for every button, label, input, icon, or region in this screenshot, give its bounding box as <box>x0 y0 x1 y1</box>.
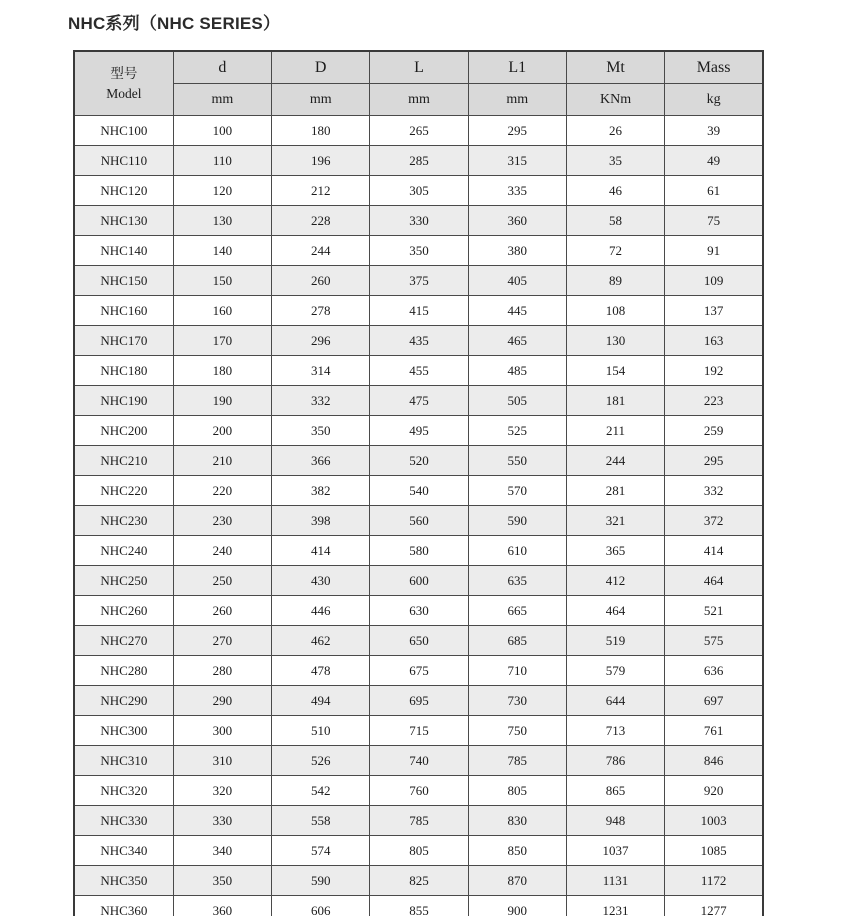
cell-Mass: 49 <box>665 146 763 176</box>
cell-Mt: 26 <box>566 116 664 146</box>
cell-L: 650 <box>370 626 468 656</box>
table-row <box>74 506 763 536</box>
cell-Mass: 223 <box>665 386 763 416</box>
cell-L1: 685 <box>468 626 566 656</box>
cell-d: 240 <box>173 536 271 566</box>
cell-Mass: 1172 <box>665 866 763 896</box>
cell-model: NHC240 <box>74 536 173 566</box>
cell-Mass: 163 <box>665 326 763 356</box>
cell-L1: 485 <box>468 356 566 386</box>
cell-D: 296 <box>272 326 370 356</box>
cell-Mt: 786 <box>566 746 664 776</box>
cell-D: 228 <box>272 206 370 236</box>
cell-L: 715 <box>370 716 468 746</box>
cell-Mass: 846 <box>665 746 763 776</box>
cell-D: 446 <box>272 596 370 626</box>
cell-L1: 610 <box>468 536 566 566</box>
cell-L1: 785 <box>468 746 566 776</box>
cell-L: 805 <box>370 836 468 866</box>
table-row <box>74 206 763 236</box>
cell-Mt: 519 <box>566 626 664 656</box>
cell-Mass: 761 <box>665 716 763 746</box>
cell-model: NHC280 <box>74 656 173 686</box>
cell-Mt: 1037 <box>566 836 664 866</box>
cell-L: 415 <box>370 296 468 326</box>
cell-model: NHC320 <box>74 776 173 806</box>
cell-d: 290 <box>173 686 271 716</box>
column-header-L: L <box>370 51 468 84</box>
cell-L1: 405 <box>468 266 566 296</box>
cell-model: NHC150 <box>74 266 173 296</box>
cell-D: 574 <box>272 836 370 866</box>
cell-model: NHC230 <box>74 506 173 536</box>
cell-Mass: 91 <box>665 236 763 266</box>
cell-d: 210 <box>173 446 271 476</box>
cell-D: 590 <box>272 866 370 896</box>
cell-D: 430 <box>272 566 370 596</box>
cell-Mass: 636 <box>665 656 763 686</box>
cell-Mass: 464 <box>665 566 763 596</box>
cell-model: NHC260 <box>74 596 173 626</box>
cell-Mt: 644 <box>566 686 664 716</box>
cell-Mass: 575 <box>665 626 763 656</box>
cell-D: 382 <box>272 476 370 506</box>
column-header-D: D <box>272 51 370 84</box>
table-header <box>74 51 763 116</box>
table-row <box>74 866 763 896</box>
table-row <box>74 896 763 916</box>
cell-model: NHC360 <box>74 896 173 916</box>
cell-Mass: 1277 <box>665 896 763 916</box>
cell-L: 495 <box>370 416 468 446</box>
cell-Mass: 372 <box>665 506 763 536</box>
cell-Mt: 281 <box>566 476 664 506</box>
cell-d: 110 <box>173 146 271 176</box>
cell-Mt: 46 <box>566 176 664 206</box>
table-row <box>74 356 763 386</box>
cell-D: 510 <box>272 716 370 746</box>
table-row <box>74 116 763 146</box>
cell-L1: 335 <box>468 176 566 206</box>
cell-D: 366 <box>272 446 370 476</box>
cell-model: NHC270 <box>74 626 173 656</box>
cell-L: 825 <box>370 866 468 896</box>
cell-Mt: 244 <box>566 446 664 476</box>
cell-L1: 315 <box>468 146 566 176</box>
cell-model: NHC200 <box>74 416 173 446</box>
cell-L1: 445 <box>468 296 566 326</box>
cell-Mt: 72 <box>566 236 664 266</box>
table-row <box>74 596 763 626</box>
cell-L: 855 <box>370 896 468 916</box>
column-header-model <box>74 51 173 116</box>
cell-L: 695 <box>370 686 468 716</box>
cell-model: NHC190 <box>74 386 173 416</box>
cell-Mass: 1085 <box>665 836 763 866</box>
cell-Mass: 332 <box>665 476 763 506</box>
table-row <box>74 716 763 746</box>
table-row <box>74 746 763 776</box>
cell-L1: 525 <box>468 416 566 446</box>
cell-d: 100 <box>173 116 271 146</box>
cell-L1: 360 <box>468 206 566 236</box>
cell-d: 220 <box>173 476 271 506</box>
cell-L1: 590 <box>468 506 566 536</box>
cell-d: 330 <box>173 806 271 836</box>
cell-d: 150 <box>173 266 271 296</box>
cell-model: NHC330 <box>74 806 173 836</box>
cell-d: 160 <box>173 296 271 326</box>
column-header-Mt: Mt <box>566 51 664 84</box>
cell-model: NHC180 <box>74 356 173 386</box>
cell-model: NHC170 <box>74 326 173 356</box>
cell-model: NHC160 <box>74 296 173 326</box>
cell-L: 560 <box>370 506 468 536</box>
cell-D: 244 <box>272 236 370 266</box>
cell-d: 340 <box>173 836 271 866</box>
cell-L: 455 <box>370 356 468 386</box>
cell-L: 435 <box>370 326 468 356</box>
cell-Mt: 579 <box>566 656 664 686</box>
column-header-d: d <box>173 51 271 84</box>
cell-L1: 730 <box>468 686 566 716</box>
cell-D: 526 <box>272 746 370 776</box>
cell-d: 140 <box>173 236 271 266</box>
cell-L: 740 <box>370 746 468 776</box>
cell-model: NHC290 <box>74 686 173 716</box>
table-row <box>74 416 763 446</box>
cell-Mt: 181 <box>566 386 664 416</box>
cell-L1: 295 <box>468 116 566 146</box>
cell-L: 785 <box>370 806 468 836</box>
cell-L: 475 <box>370 386 468 416</box>
unit-Mt: KNm <box>566 84 664 116</box>
cell-Mass: 521 <box>665 596 763 626</box>
cell-Mt: 1231 <box>566 896 664 916</box>
cell-Mass: 697 <box>665 686 763 716</box>
cell-model: NHC210 <box>74 446 173 476</box>
unit-L1: mm <box>468 84 566 116</box>
cell-L: 580 <box>370 536 468 566</box>
cell-Mt: 412 <box>566 566 664 596</box>
cell-d: 270 <box>173 626 271 656</box>
cell-Mass: 1003 <box>665 806 763 836</box>
cell-D: 558 <box>272 806 370 836</box>
cell-d: 200 <box>173 416 271 446</box>
cell-L1: 750 <box>468 716 566 746</box>
cell-d: 130 <box>173 206 271 236</box>
cell-L1: 805 <box>468 776 566 806</box>
unit-L: mm <box>370 84 468 116</box>
cell-Mt: 321 <box>566 506 664 536</box>
table-row <box>74 626 763 656</box>
model-label-cn: 型号 <box>110 65 138 81</box>
nhc-spec-table <box>73 50 764 916</box>
table-row <box>74 236 763 266</box>
cell-D: 314 <box>272 356 370 386</box>
table-row <box>74 686 763 716</box>
table-row <box>74 776 763 806</box>
table-row <box>74 446 763 476</box>
cell-L1: 505 <box>468 386 566 416</box>
table-row <box>74 296 763 326</box>
cell-Mt: 1131 <box>566 866 664 896</box>
cell-d: 310 <box>173 746 271 776</box>
cell-L1: 870 <box>468 866 566 896</box>
cell-D: 212 <box>272 176 370 206</box>
cell-L: 375 <box>370 266 468 296</box>
cell-L1: 710 <box>468 656 566 686</box>
unit-D: mm <box>272 84 370 116</box>
unit-Mass: kg <box>665 84 763 116</box>
cell-d: 180 <box>173 356 271 386</box>
cell-D: 398 <box>272 506 370 536</box>
cell-L: 330 <box>370 206 468 236</box>
table-row <box>74 836 763 866</box>
cell-L: 630 <box>370 596 468 626</box>
cell-D: 350 <box>272 416 370 446</box>
cell-d: 350 <box>173 866 271 896</box>
cell-D: 332 <box>272 386 370 416</box>
table-body <box>74 116 763 916</box>
cell-D: 278 <box>272 296 370 326</box>
cell-D: 260 <box>272 266 370 296</box>
cell-Mt: 58 <box>566 206 664 236</box>
cell-Mt: 35 <box>566 146 664 176</box>
cell-D: 542 <box>272 776 370 806</box>
column-header-L1: L1 <box>468 51 566 84</box>
header-row-names <box>74 51 763 84</box>
cell-Mt: 464 <box>566 596 664 626</box>
cell-Mass: 39 <box>665 116 763 146</box>
cell-Mt: 948 <box>566 806 664 836</box>
cell-D: 180 <box>272 116 370 146</box>
cell-model: NHC220 <box>74 476 173 506</box>
cell-Mt: 365 <box>566 536 664 566</box>
header-row-units <box>74 84 763 116</box>
cell-d: 120 <box>173 176 271 206</box>
table-row <box>74 476 763 506</box>
cell-d: 250 <box>173 566 271 596</box>
cell-L1: 830 <box>468 806 566 836</box>
cell-Mt: 108 <box>566 296 664 326</box>
cell-L1: 635 <box>468 566 566 596</box>
cell-D: 478 <box>272 656 370 686</box>
cell-d: 300 <box>173 716 271 746</box>
cell-Mass: 259 <box>665 416 763 446</box>
cell-L: 285 <box>370 146 468 176</box>
model-label-en: Model <box>106 85 142 101</box>
cell-L1: 570 <box>468 476 566 506</box>
table-row <box>74 806 763 836</box>
cell-L: 675 <box>370 656 468 686</box>
cell-L: 305 <box>370 176 468 206</box>
cell-model: NHC110 <box>74 146 173 176</box>
cell-L: 760 <box>370 776 468 806</box>
cell-model: NHC340 <box>74 836 173 866</box>
cell-D: 196 <box>272 146 370 176</box>
cell-d: 230 <box>173 506 271 536</box>
table-row <box>74 146 763 176</box>
cell-Mass: 920 <box>665 776 763 806</box>
cell-Mass: 61 <box>665 176 763 206</box>
cell-D: 414 <box>272 536 370 566</box>
cell-D: 462 <box>272 626 370 656</box>
cell-L1: 850 <box>468 836 566 866</box>
cell-Mt: 211 <box>566 416 664 446</box>
cell-Mass: 295 <box>665 446 763 476</box>
cell-L1: 550 <box>468 446 566 476</box>
page-title: NHC系列（NHC SERIES） <box>68 14 281 33</box>
table-row <box>74 176 763 206</box>
cell-model: NHC130 <box>74 206 173 236</box>
cell-d: 190 <box>173 386 271 416</box>
cell-Mass: 109 <box>665 266 763 296</box>
table-row <box>74 536 763 566</box>
cell-L: 350 <box>370 236 468 266</box>
cell-Mass: 137 <box>665 296 763 326</box>
cell-L: 600 <box>370 566 468 596</box>
cell-L1: 665 <box>468 596 566 626</box>
cell-d: 320 <box>173 776 271 806</box>
cell-L: 265 <box>370 116 468 146</box>
cell-model: NHC100 <box>74 116 173 146</box>
cell-Mt: 130 <box>566 326 664 356</box>
cell-Mass: 414 <box>665 536 763 566</box>
cell-L1: 380 <box>468 236 566 266</box>
cell-model: NHC350 <box>74 866 173 896</box>
table-row <box>74 326 763 356</box>
unit-d: mm <box>173 84 271 116</box>
cell-model: NHC300 <box>74 716 173 746</box>
cell-model: NHC250 <box>74 566 173 596</box>
table-row <box>74 266 763 296</box>
cell-D: 494 <box>272 686 370 716</box>
cell-Mass: 192 <box>665 356 763 386</box>
table-row <box>74 566 763 596</box>
cell-Mt: 154 <box>566 356 664 386</box>
table-row <box>74 656 763 686</box>
cell-D: 606 <box>272 896 370 916</box>
cell-d: 170 <box>173 326 271 356</box>
cell-d: 360 <box>173 896 271 916</box>
cell-d: 280 <box>173 656 271 686</box>
cell-model: NHC120 <box>74 176 173 206</box>
table-row <box>74 386 763 416</box>
cell-L1: 465 <box>468 326 566 356</box>
cell-L: 520 <box>370 446 468 476</box>
cell-model: NHC140 <box>74 236 173 266</box>
cell-Mt: 865 <box>566 776 664 806</box>
cell-Mt: 89 <box>566 266 664 296</box>
cell-d: 260 <box>173 596 271 626</box>
column-header-Mass: Mass <box>665 51 763 84</box>
cell-Mass: 75 <box>665 206 763 236</box>
cell-Mt: 713 <box>566 716 664 746</box>
cell-L1: 900 <box>468 896 566 916</box>
cell-model: NHC310 <box>74 746 173 776</box>
cell-L: 540 <box>370 476 468 506</box>
